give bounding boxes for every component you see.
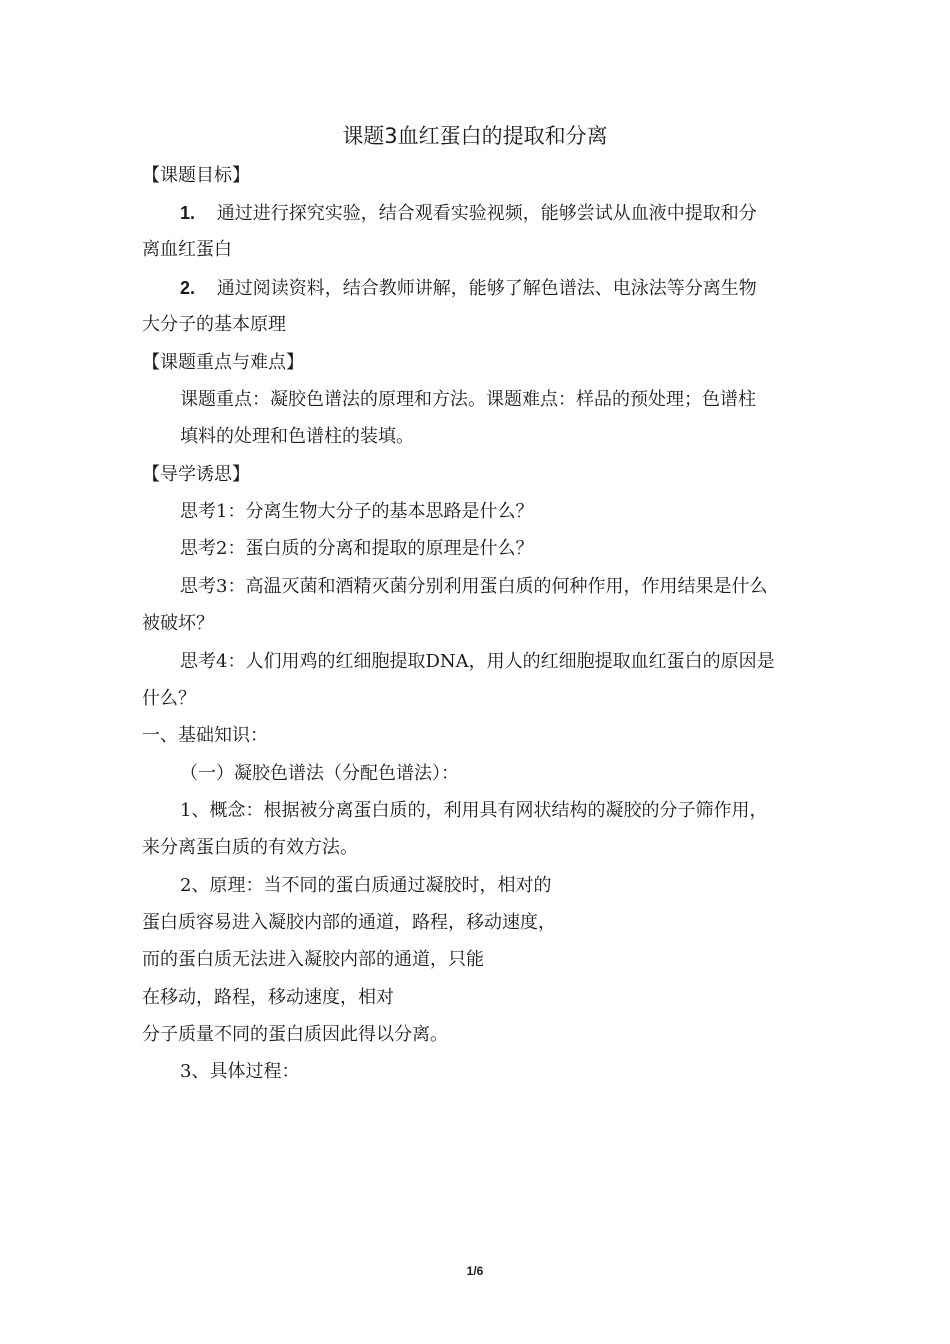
gel-chromatography-header: （一）凝胶色谱法（分配色谱法）：	[180, 763, 459, 784]
think-4-line-2: 什么？	[142, 688, 196, 709]
page-number: 1/6	[466, 1264, 484, 1278]
principle-line-4: 在移动，路程，移动速度，相对	[142, 987, 394, 1008]
think-4-line-1: 思考4：人们用鸡的红细胞提取DNA，用人的红细胞提取血红蛋白的原因是	[180, 651, 775, 672]
goal-2-line-2: 大分子的基本原理	[142, 314, 286, 335]
think-2: 思考2：蛋白质的分离和提取的原理是什么？	[180, 538, 534, 559]
goals-header: 【课题目标】	[142, 165, 250, 186]
goal-1-text: 通过进行探究实验，结合观看实验视频，能够尝试从血液中提取和分	[216, 203, 757, 224]
think-3-line-1: 思考3：高温灭菌和酒精灭菌分别利用蛋白质的何种作用，作用结果是什么	[180, 576, 768, 597]
goal-1-line-2: 离血红蛋白	[142, 239, 232, 260]
principle-line-2: 蛋白质容易进入凝胶内部的通道，路程，移动速度，	[142, 912, 556, 933]
goal-2-number: 2.	[180, 278, 196, 298]
think-3-line-2: 被破坏？	[142, 613, 214, 634]
basics-header: 一、基础知识：	[142, 725, 268, 746]
principle-line-5: 分子质量不同的蛋白质因此得以分离。	[142, 1024, 448, 1045]
concept-line-2: 来分离蛋白质的有效方法。	[142, 837, 358, 858]
goal-2-line-1	[180, 276, 757, 301]
key-points-line-1: 课题重点：凝胶色谱法的原理和方法。课题难点：样品的预处理；色谱柱	[180, 389, 756, 410]
principle-line-1: 2、原理：当不同的蛋白质通过凝胶时，相对的	[180, 875, 552, 896]
principle-line-3: 而的蛋白质无法进入凝胶内部的通道，只能	[142, 949, 484, 970]
goal-2-text: 通过阅读资料，结合教师讲解，能够了解色谱法、电泳法等分离生物	[216, 278, 757, 299]
think-1: 思考1：分离生物大分子的基本思路是什么？	[180, 501, 534, 522]
key-points-line-2: 填料的处理和色谱柱的装填。	[180, 426, 414, 447]
concept-line-1: 1、概念：根据被分离蛋白质的，利用具有网状结构的凝胶的分子筛作用，	[180, 800, 768, 821]
page-title: 课题3血红蛋白的提取和分离	[342, 124, 608, 148]
goal-1-number: 1.	[180, 203, 196, 223]
guide-header: 【导学诱思】	[142, 464, 250, 485]
process-header: 3、具体过程：	[180, 1061, 300, 1082]
goal-1-line-1	[180, 201, 757, 226]
key-points-header: 【课题重点与难点】	[142, 352, 304, 373]
